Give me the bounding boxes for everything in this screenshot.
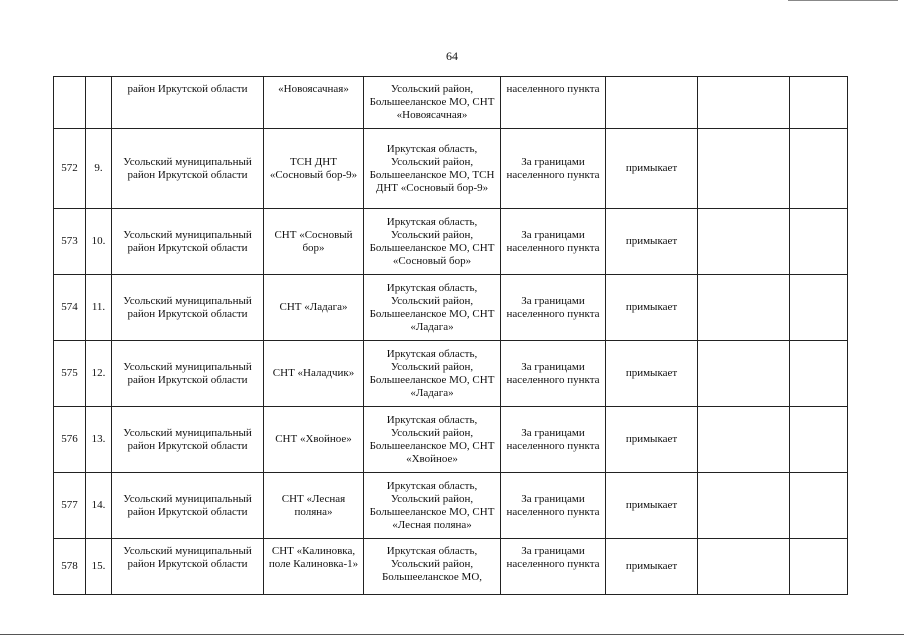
district-cell: Усольский муниципальный район Иркутской области — [112, 129, 264, 209]
district-cell: район Иркутской области — [112, 77, 264, 129]
name-cell: ТСН ДНТ «Сосновый бор-9» — [264, 129, 364, 209]
empty-cell — [698, 209, 790, 275]
empty-cell — [698, 473, 790, 539]
location-cell: За границами населенного пункта — [501, 341, 606, 407]
district-cell: Усольский муниципальный район Иркутской области — [112, 473, 264, 539]
location-cell: За границами населенного пункта — [501, 539, 606, 595]
table-row — [54, 77, 848, 129]
row-subnumber: 12. — [86, 341, 112, 407]
name-cell: СНТ «Наладчик» — [264, 341, 364, 407]
empty-cell — [698, 275, 790, 341]
row-subnumber: 13. — [86, 407, 112, 473]
row-number — [54, 77, 86, 129]
district-cell: Усольский муниципальный район Иркутской области — [112, 539, 264, 595]
address-cell: Иркутская область, Усольский район, Большееланское МО, СНТ «Хвойное» — [364, 407, 501, 473]
row-subnumber: 14. — [86, 473, 112, 539]
district-cell: Усольский муниципальный район Иркутской области — [112, 275, 264, 341]
status-cell: примыкает — [606, 129, 698, 209]
status-cell: примыкает — [606, 407, 698, 473]
row-subnumber — [86, 77, 112, 129]
row-subnumber: 9. — [86, 129, 112, 209]
address-cell: Иркутская область, Усольский район, Большееланское МО, СНТ «Ладага» — [364, 275, 501, 341]
address-cell: Иркутская область, Усольский район, Большееланское МО, — [364, 539, 501, 595]
empty-cell — [698, 77, 790, 129]
empty-cell — [790, 209, 848, 275]
empty-cell — [790, 77, 848, 129]
address-cell: Усольский район, Большееланское МО, СНТ «Новоясачная» — [364, 77, 501, 129]
district-cell: Усольский муниципальный район Иркутской области — [112, 209, 264, 275]
register-table — [53, 76, 848, 595]
empty-cell — [790, 473, 848, 539]
status-cell: примыкает — [606, 473, 698, 539]
table-row — [54, 275, 848, 341]
empty-cell — [790, 341, 848, 407]
address-cell: Иркутская область, Усольский район, Большееланское МО, СНТ «Лесная поляна» — [364, 473, 501, 539]
name-cell: «Новоясачная» — [264, 77, 364, 129]
row-number: 574 — [54, 275, 86, 341]
name-cell: СНТ «Ладага» — [264, 275, 364, 341]
page-edge-mark-top — [788, 0, 898, 3]
location-cell: За границами населенного пункта — [501, 407, 606, 473]
empty-cell — [698, 539, 790, 595]
row-number: 577 — [54, 473, 86, 539]
page-number: 64 — [446, 49, 458, 63]
row-number: 572 — [54, 129, 86, 209]
empty-cell — [698, 129, 790, 209]
empty-cell — [790, 539, 848, 595]
row-subnumber: 10. — [86, 209, 112, 275]
empty-cell — [790, 275, 848, 341]
name-cell: СНТ «Калиновка, поле Калиновка-1» — [264, 539, 364, 595]
row-number: 575 — [54, 341, 86, 407]
location-cell: За границами населенного пункта — [501, 275, 606, 341]
status-cell — [606, 77, 698, 129]
table-row — [54, 209, 848, 275]
name-cell: СНТ «Хвойное» — [264, 407, 364, 473]
table-row — [54, 341, 848, 407]
empty-cell — [698, 407, 790, 473]
district-cell: Усольский муниципальный район Иркутской области — [112, 341, 264, 407]
table-row — [54, 407, 848, 473]
address-cell: Иркутская область, Усольский район, Большееланское МО, СНТ «Ладага» — [364, 341, 501, 407]
row-subnumber: 11. — [86, 275, 112, 341]
status-cell: примыкает — [606, 209, 698, 275]
location-cell: За границами населенного пункта — [501, 129, 606, 209]
table-row — [54, 539, 848, 595]
table-row — [54, 129, 848, 209]
row-number: 576 — [54, 407, 86, 473]
status-cell: примыкает — [606, 539, 698, 595]
empty-cell — [790, 407, 848, 473]
row-number: 573 — [54, 209, 86, 275]
name-cell: СНТ «Сосновый бор» — [264, 209, 364, 275]
location-cell: За границами населенного пункта — [501, 209, 606, 275]
row-number: 578 — [54, 539, 86, 595]
address-cell: Иркутская область, Усольский район, Большееланское МО, ТСН ДНТ «Сосновый бор-9» — [364, 129, 501, 209]
status-cell: примыкает — [606, 275, 698, 341]
status-cell: примыкает — [606, 341, 698, 407]
location-cell: населенного пункта — [501, 77, 606, 129]
empty-cell — [790, 129, 848, 209]
location-cell: За границами населенного пункта — [501, 473, 606, 539]
row-subnumber: 15. — [86, 539, 112, 595]
district-cell: Усольский муниципальный район Иркутской области — [112, 407, 264, 473]
page-edge-mark-bottom — [0, 634, 904, 635]
empty-cell — [698, 341, 790, 407]
name-cell: СНТ «Лесная поляна» — [264, 473, 364, 539]
table-row — [54, 473, 848, 539]
address-cell: Иркутская область, Усольский район, Большееланское МО, СНТ «Сосновый бор» — [364, 209, 501, 275]
